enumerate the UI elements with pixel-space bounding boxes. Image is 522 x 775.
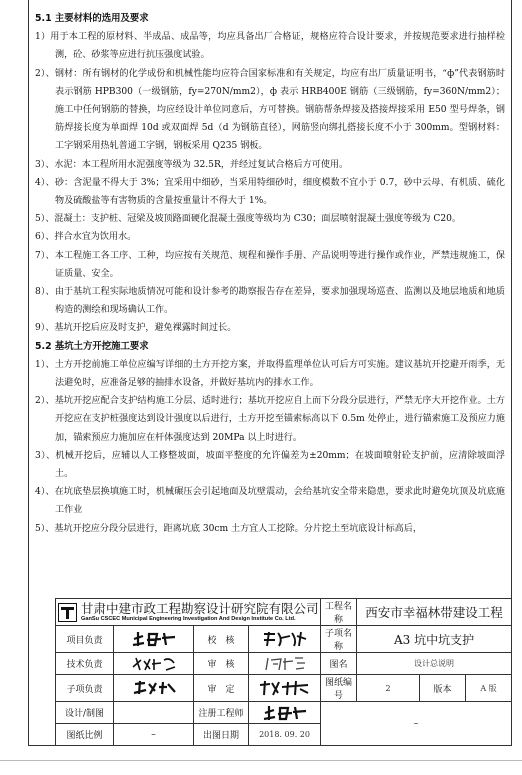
company-logo-icon <box>58 603 77 622</box>
tech-lead-signature <box>114 653 194 675</box>
drawing-number: 2 <box>357 675 420 702</box>
design-signature <box>114 702 194 724</box>
project-name: 西安市幸福林带建设工程 <box>357 599 512 626</box>
approve-label: 审 定 <box>194 675 249 702</box>
scale-value: – <box>114 724 194 746</box>
spec-item: 5）、混凝土：支护桩、冠梁及坡顶路面硬化混凝土强度等级均为 C30；面层喷射混凝土强度等级为 C20。 <box>35 214 462 225</box>
spec-item: 4）、在坑底垫层换填施工时，机械碾压会引起地面及坑壁震动，会给基坑安全带来隐患，要求此时避免坑顶及坑底施工作业 <box>35 487 505 516</box>
scale-label: 图纸比例 <box>56 724 114 746</box>
check-label: 校 核 <box>194 626 249 653</box>
spec-item: 3）、水泥：本工程所用水泥强度等级为 32.5R，并经过复试合格后方可使用。 <box>35 159 349 170</box>
company-cell <box>56 599 321 626</box>
tech-lead-label: 技术负责 <box>56 653 114 675</box>
spec-item: 8）、由于基坑工程实际地质情况可能和设计参考的勘察报告存在差异，要求加强现场巡查、监测以及地层地质和地质构造的测绘和现场确认工作。 <box>35 287 505 316</box>
spec-item: 1）、土方开挖前施工单位应编写详细的土方开挖方案，并取得监理单位认可后方可实施。建议基坑开挖避开雨季，无法避免时，应准备足够的抽排水设备，并做好基坑内的排水工作。 <box>35 359 505 389</box>
version-value: A 版 <box>466 675 512 702</box>
spec-item: 5）、基坑开挖应分段分层进行，距离坑底 30cm 土方宜人工挖除。分片挖土至坑底设计标高后， <box>35 523 422 534</box>
project-name-label: 工程名称 <box>321 599 357 626</box>
spec-item: 4）、砂：含泥量不得大于 3%；宜采用中细砂，当采用特细砂时，细度模数不宜小于 0.7，砂中云母、有机质、硫化物及硫酸盐等有害物质的含量按重量计不得大于 1%。 <box>35 177 505 207</box>
drawing-name-label: 图名 <box>321 653 357 675</box>
spec-item: 2）、基坑开挖应配合支护结构施工分层、适时进行；基坑开挖应自上而下分段分层进行，严禁无序大开挖作业。土方开挖应在支护桩强度达到设计强度以后进行，土方开挖至锚索标高以下 0.5m 处停止，进行锚索施工及预应力施加，锚索预应力施加应在杆体强度达到 20MPa 以上时进行。 <box>35 396 505 443</box>
design-label: 设计/制图 <box>56 702 114 724</box>
project-lead-label: 项目负责 <box>56 626 114 653</box>
drawing-no-label: 图纸编号 <box>321 675 357 702</box>
specification-text <box>35 10 505 538</box>
page-divider <box>0 760 522 761</box>
date-label: 出图日期 <box>194 724 249 746</box>
subitem-lead-signature <box>114 675 194 702</box>
project-lead-signature <box>114 626 194 653</box>
spec-item: 9）、基坑开挖后应及时支护，避免裸露时间过长。 <box>35 323 237 334</box>
spec-item: 3）、机械开挖后，应辅以人工修整坡面，坡面平整度的允许偏差为±20mm；在坡面喷射砼支护前，应清除坡面浮土。 <box>35 450 505 480</box>
drawing-sheet <box>28 0 512 746</box>
reg-engineer-label: 注册工程师 <box>194 702 249 724</box>
version-label: 版本 <box>420 675 466 702</box>
issue-date: 2018. 09. 20 <box>249 724 321 746</box>
reg-engineer-signature <box>249 702 321 724</box>
section-heading-5-2: 5.2 基坑土方开挖施工要求 <box>35 340 149 352</box>
review-signature <box>249 653 321 675</box>
review-label: 审 核 <box>194 653 249 675</box>
subitem-lead-label: 子项负责 <box>56 675 114 702</box>
blank-cell: – <box>321 702 512 746</box>
spec-item: 7）、本工程施工各工序、工种，均应按有关规范、规程和操作手册、产品说明等进行操作或作业，严禁违规施工，保证质量、安全。 <box>35 250 505 279</box>
check-signature <box>249 626 321 653</box>
company-name: 甘肃中建市政工程勘察设计研究院有限公司 <box>81 600 319 616</box>
company-name-english: GanSu CSCEC Municipal Engineering Investigation And Design Institute Co. Ltd. <box>81 615 296 622</box>
approve-signature <box>249 675 321 702</box>
spec-item: 1）用于本工程的原材料、半成品、成品等，均应具备出厂合格证，规格应符合设计要求，并按规范要求进行抽样检测，砼、砂浆等应进行抗压强度试验。 <box>35 32 505 61</box>
spec-item: 6）、拌合水宜为饮用水。 <box>35 232 137 243</box>
spec-item: 2）、钢材：所有钢材的化学成份和机械性能均应符合国家标准和有关规定，均应有出厂质量证明书，“ф”代表钢筋时表示钢筋 HPB300（一级钢筋，fy=270N/mm2），ф 表示 HRB400E 钢筋（三级钢筋，fy=360N/mm2）；施工中任何钢筋的替换，均应经设计单位同意后，方可替换。钢筋帮条焊接及搭接焊接采用 E50 型号焊条，钢筋焊接长度为单面焊 10d 或双面焊 5d（d 为钢筋直径），网筋竖向绑扎搭接长度不小于 300mm。型钢材料：工字钢采用热轧普通工字钢，钢板采用 Q235 钢板。 <box>35 68 505 152</box>
title-block <box>55 598 512 746</box>
drawing-name: 设计总说明 <box>357 653 512 675</box>
subproject-name: A3 坑中坑支护 <box>357 626 512 653</box>
section-heading-5-1: 5.1 主要材料的选用及要求 <box>35 13 149 24</box>
subproject-label: 子项名称 <box>321 626 357 653</box>
